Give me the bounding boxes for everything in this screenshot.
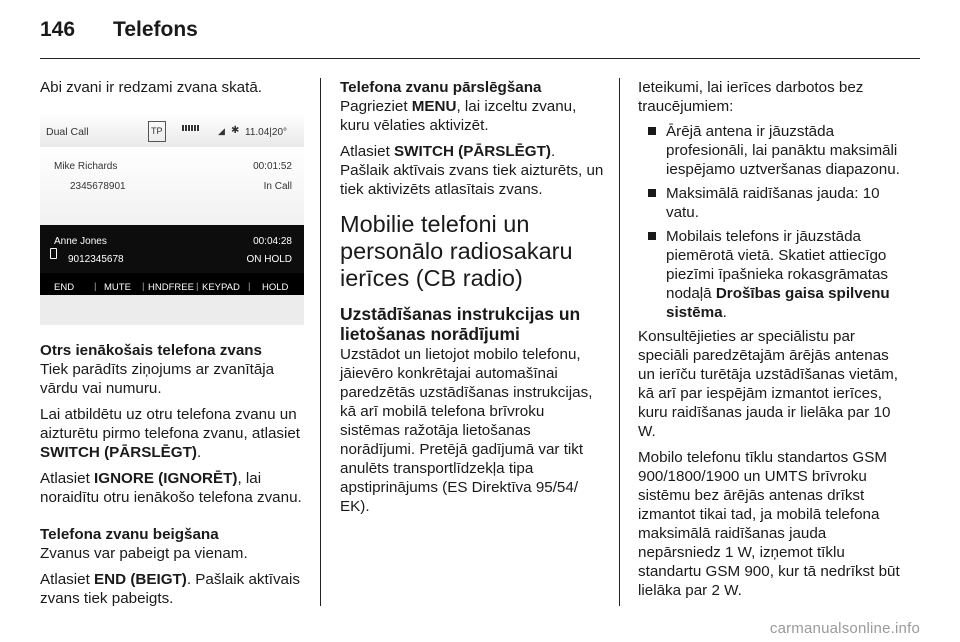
ending-calls-text-1: Zvanus var pabeigt pa vienam. [40,545,248,562]
call1-name: Mike Richards [54,161,118,172]
tp-indicator: TP [148,121,166,142]
screen-bottom-bezel [40,295,304,325]
list-item: Maksimālā raidīšanas jauda: 10 vatu. [638,184,904,222]
recommendations-intro: Ieteikumi, lai ierīces darbotos bez traucējumiem: [638,79,864,115]
recommendations-list [638,122,904,322]
softkey-end[interactable]: END [54,282,75,293]
active-call-panel [40,147,304,225]
page-number: 146 [40,18,76,41]
second-call-text-3: Atlasiet IGNORE (IGNORĒT), lai noraidītu otru ienākošo telefona zvanu. [40,470,302,506]
intro-text: Abi zvani ir redzami zvana skatā. [40,79,262,96]
call1-time: 00:01:52 [253,161,292,172]
bullet-square-icon [648,232,656,240]
call1-number: 2345678901 [70,181,126,192]
column-divider-2 [619,78,620,606]
call2-name: Anne Jones [54,236,107,247]
switching-text-2: Atlasiet SWITCH (PĀRSLĒGT). Pašlaik aktīvais zvans tiek aizturēts, un tiek aktivizēts atlasītais zvans. [340,143,604,198]
bluetooth-icon: ✱ [231,125,240,136]
softkey-separator: | [142,281,145,292]
call2-number: 9012345678 [68,254,124,265]
bullet-square-icon [648,127,656,135]
installation-text: Uzstādot un lietojot mobilo telefonu, jāievēro konkrētajai automašīnai paredzētās uzstādīšanas instrukcijas, kā arī mobilā telefona brīvroku sistēmas ražotāja lietošanas norādījumi. Pretējā gadījumā var tikt anulēts transportlīdzekļa tipa apstiprinājums (ES Direktīva 95/54/ EK). [340,346,593,515]
watermark: carmanualsonline.info [769,620,920,637]
section-heading-ending-calls: Telefona zvanu beigšana [40,526,219,543]
section-heading-switching-calls: Telefona zvanu pārslēgšana [340,79,542,96]
call2-time: 00:04:28 [253,236,292,247]
screen-status-bar [40,113,304,147]
call2-state: ON HOLD [246,254,292,265]
section-heading-second-call: Otrs ienākošais telefona zvans [40,342,262,359]
second-call-text-2: Lai atbildētu uz otru telefona zvanu un aizturētu pirmo telefona zvanu, atlasiet SWITCH (PĀRSLĒGT). [40,406,301,461]
call1-state: In Call [263,181,292,192]
list-item: Ārējā antena ir jāuzstāda profesionāli, lai panāktu maksimāli iespējamo uztveršanas diapazonu. [638,122,904,179]
softkey-separator: | [196,281,199,292]
softkey-bar [40,273,304,295]
switching-text-1: Pagrieziet MENU, lai izceltu zvanu, kuru vēlaties aktivizēt. [340,98,577,134]
column-2 [340,78,604,523]
chapter-heading: Mobilie telefoni un personālo radiosakaru ierīces (CB radio) [340,211,573,291]
held-call-panel [40,225,304,273]
screen-title: Dual Call [46,126,89,138]
ending-calls-text-2: Atlasiet END (BEIGT). Pašlaik aktīvais zvans tiek pabeigts. [40,571,300,607]
column-divider-1 [320,78,321,606]
list-item: Mobilais telefons ir jāuzstāda piemērotā vietā. Skatiet attiecīgo piezīmi īpašnieka rokasgrāmatas nodaļā Drošības gaisa spilvenu sistēma. [638,227,904,322]
column-1 [40,78,304,615]
bullet-square-icon [648,189,656,197]
softkey-handsfree[interactable]: HNDFREE [148,282,194,293]
signal-icon: ◢ [218,126,225,136]
page-header [40,18,198,42]
battery-icon [182,125,200,131]
column-3 [638,78,904,607]
clock: 11.04|20° [245,127,288,138]
softkey-mute[interactable]: MUTE [104,282,131,293]
network-standards-text: Mobilo telefonu tīklu standartos GSM 900/1800/1900 un UMTS brīvroku sistēmu bez ārējās antenas drīkst izmantot tikai tad, ja mobilā telefona maksimālā raidīšanas jauda nepārsniedz 1 W, izņemot tīklu standartu GSM 900, kur tā nedrīkst būt lielāka par 2 W. [638,449,900,599]
phone-icon [50,248,57,259]
softkey-separator: | [248,281,251,292]
softkey-keypad[interactable]: KEYPAD [202,282,240,293]
dual-call-screen-illustration [40,113,304,325]
second-call-text-1: Tiek parādīts ziņojums ar zvanītāja vārdu vai numuru. [40,361,275,397]
header-rule [40,58,920,59]
consult-text: Konsultējieties ar speciālistu par speciāli paredzētajām ārējās antenas un ierīču turētāja uzstādīšanas vietām, kā arī par iespējām izmantot ierīces, kuru raidīšanas jauda ir lielāka par 10 W. [638,328,899,440]
softkey-separator: | [94,281,97,292]
subchapter-heading: Uzstādīšanas instrukcijas un lietošanas norādījumi [340,304,581,344]
page-title: Telefons [113,18,198,41]
softkey-hold[interactable]: HOLD [262,282,289,293]
